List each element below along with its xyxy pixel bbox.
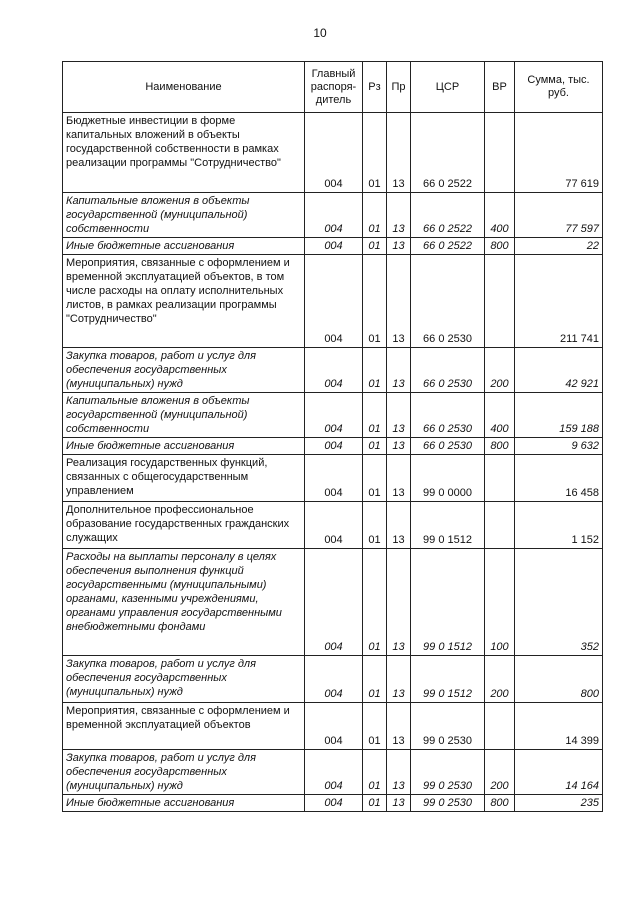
header-row [63,62,603,113]
cell-pr: 13 [387,393,411,438]
cell-pr: 13 [387,703,411,750]
cell-csr: 99 0 2530 [411,795,485,812]
cell-name: Иные бюджетные ассигнования [63,238,305,255]
cell-vr [485,255,515,348]
cell-sum: 235 [515,795,603,812]
cell-sum: 14 399 [515,703,603,750]
cell-pr: 13 [387,255,411,348]
table-row [63,795,603,812]
cell-grbs: 004 [305,193,363,238]
cell-sum: 42 921 [515,348,603,393]
cell-rz: 01 [363,238,387,255]
table-row [63,348,603,393]
cell-sum: 211 741 [515,255,603,348]
cell-vr [485,502,515,549]
cell-pr: 13 [387,502,411,549]
cell-name: Бюджетные инвестиции в форме капитальных вложений в объекты государственной собственности в рамках реализации программы "Сотрудничество" [63,113,305,193]
cell-csr: 99 0 2530 [411,703,485,750]
cell-rz: 01 [363,795,387,812]
cell-pr: 13 [387,795,411,812]
table-row [63,238,603,255]
cell-grbs: 004 [305,348,363,393]
cell-name: Капитальные вложения в объекты государственной (муниципальной) собственности [63,193,305,238]
table-row [63,113,603,193]
cell-grbs: 004 [305,438,363,455]
cell-pr: 13 [387,113,411,193]
cell-sum: 22 [515,238,603,255]
cell-sum: 77 619 [515,113,603,193]
cell-grbs: 004 [305,656,363,703]
cell-vr: 200 [485,750,515,795]
cell-rz: 01 [363,393,387,438]
header-csr: ЦСР [411,62,485,113]
cell-rz: 01 [363,348,387,393]
cell-pr: 13 [387,238,411,255]
cell-pr: 13 [387,438,411,455]
cell-rz: 01 [363,549,387,656]
cell-name: Закупка товаров, работ и услуг для обеспечения государственных (муниципальных) нужд [63,348,305,393]
table-row [63,549,603,656]
cell-pr: 13 [387,455,411,502]
cell-name: Мероприятия, связанные с оформлением и временной эксплуатацией объектов, в том числе расходы на оплату исполнительных листов, в рамках реализации программы "Сотрудничество" [63,255,305,348]
cell-rz: 01 [363,113,387,193]
header-vr: ВР [485,62,515,113]
cell-grbs: 004 [305,703,363,750]
cell-vr [485,703,515,750]
cell-rz: 01 [363,193,387,238]
cell-sum: 1 152 [515,502,603,549]
cell-sum: 16 458 [515,455,603,502]
header-sum: Сумма, тыс. руб. [515,62,603,113]
cell-sum: 159 188 [515,393,603,438]
table-row [63,438,603,455]
cell-name: Иные бюджетные ассигнования [63,438,305,455]
cell-sum: 14 164 [515,750,603,795]
cell-vr: 800 [485,795,515,812]
cell-grbs: 004 [305,502,363,549]
cell-pr: 13 [387,750,411,795]
cell-vr: 100 [485,549,515,656]
cell-grbs: 004 [305,113,363,193]
cell-name: Реализация государственных функций, связанных с общегосударственным управлением [63,455,305,502]
cell-csr: 99 0 1512 [411,656,485,703]
cell-name: Расходы на выплаты персоналу в целях обеспечения выполнения функций государственными (муниципальными) органами, казенными учреждениями, органами управления государственными внебюджетными фондами [63,549,305,656]
cell-name: Закупка товаров, работ и услуг для обеспечения государственных (муниципальных) нужд [63,656,305,703]
cell-csr: 66 0 2530 [411,438,485,455]
cell-grbs: 004 [305,549,363,656]
cell-grbs: 004 [305,750,363,795]
cell-sum: 800 [515,656,603,703]
cell-name: Иные бюджетные ассигнования [63,795,305,812]
cell-csr: 66 0 2530 [411,255,485,348]
cell-pr: 13 [387,656,411,703]
cell-name: Дополнительное профессиональное образование государственных гражданских служащих [63,502,305,549]
cell-csr: 66 0 2530 [411,348,485,393]
cell-rz: 01 [363,502,387,549]
cell-vr [485,113,515,193]
table-row [63,255,603,348]
cell-sum: 352 [515,549,603,656]
cell-grbs: 004 [305,255,363,348]
cell-rz: 01 [363,455,387,502]
cell-sum: 9 632 [515,438,603,455]
cell-rz: 01 [363,703,387,750]
cell-grbs: 004 [305,455,363,502]
cell-name: Мероприятия, связанные с оформлением и временной эксплуатацией объектов [63,703,305,750]
header-pr: Пр [387,62,411,113]
table-row [63,502,603,549]
cell-csr: 99 0 2530 [411,750,485,795]
cell-name: Капитальные вложения в объекты государственной (муниципальной) собственности [63,393,305,438]
cell-csr: 66 0 2522 [411,238,485,255]
cell-rz: 01 [363,255,387,348]
table-row [63,455,603,502]
table-body [63,113,603,812]
header-rz: Рз [363,62,387,113]
header-name: Наименование [63,62,305,113]
header-grbs: Главный распоря- дитель [305,62,363,113]
cell-pr: 13 [387,193,411,238]
cell-csr: 66 0 2530 [411,393,485,438]
cell-csr: 99 0 1512 [411,549,485,656]
cell-vr: 800 [485,238,515,255]
cell-csr: 99 0 0000 [411,455,485,502]
table-row [63,703,603,750]
cell-vr: 800 [485,438,515,455]
cell-name: Закупка товаров, работ и услуг для обеспечения государственных (муниципальных) нужд [63,750,305,795]
cell-vr: 400 [485,193,515,238]
cell-sum: 77 597 [515,193,603,238]
cell-csr: 66 0 2522 [411,113,485,193]
cell-rz: 01 [363,656,387,703]
page-number: 10 [313,26,327,40]
table-row [63,193,603,238]
table-row [63,750,603,795]
cell-grbs: 004 [305,795,363,812]
cell-csr: 99 0 1512 [411,502,485,549]
cell-rz: 01 [363,438,387,455]
cell-vr [485,455,515,502]
table-row [63,393,603,438]
cell-vr: 200 [485,348,515,393]
cell-grbs: 004 [305,393,363,438]
cell-rz: 01 [363,750,387,795]
cell-grbs: 004 [305,238,363,255]
cell-pr: 13 [387,549,411,656]
cell-vr: 400 [485,393,515,438]
cell-csr: 66 0 2522 [411,193,485,238]
table-row [63,656,603,703]
cell-vr: 200 [485,656,515,703]
cell-pr: 13 [387,348,411,393]
budget-table [62,61,603,812]
